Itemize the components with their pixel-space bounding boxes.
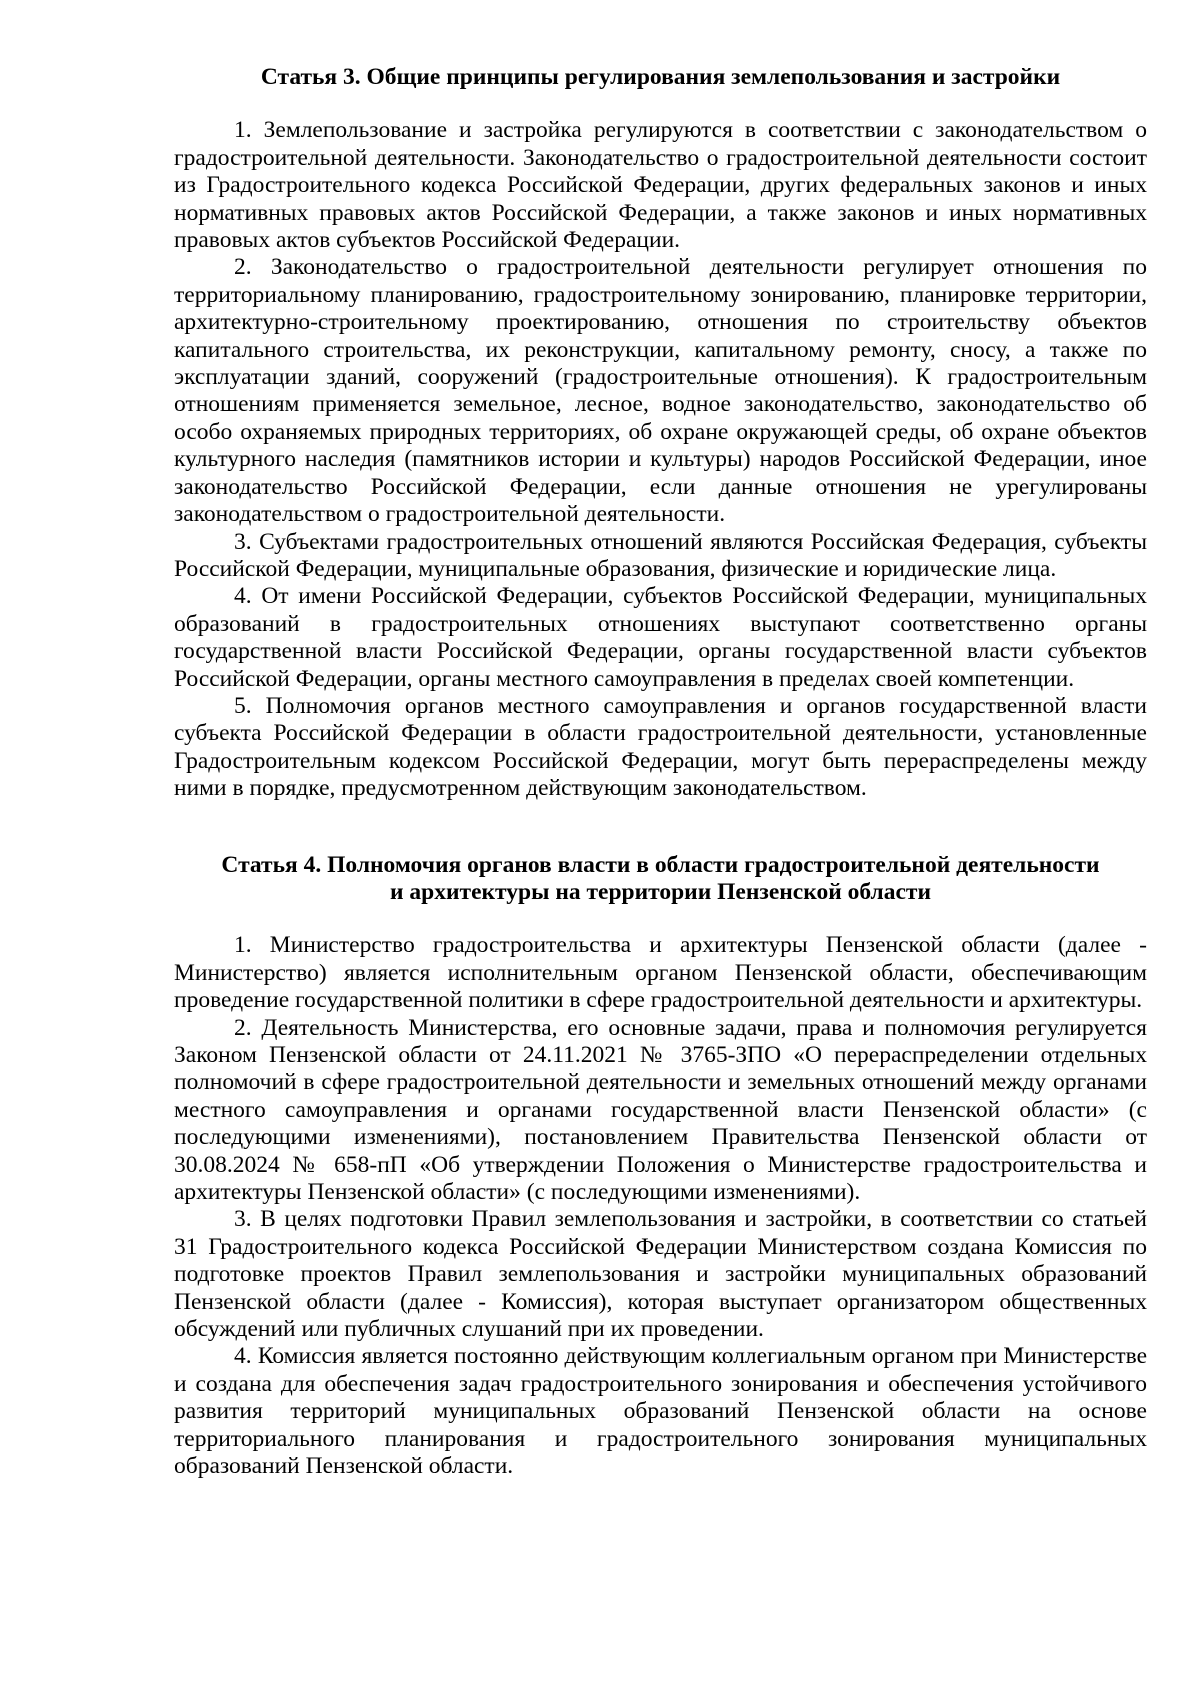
- article-3-paragraph-4: 4. От имени Российской Федерации, субъектов Российской Федерации, муниципальных образований в градостроительных отношениях выступают соответственно органы государственной власти Российской Федерации, органы государственной власти субъектов Российской Федерации, органы местного самоуправления в пределах своей компетенции.: [174, 583, 1147, 692]
- document-page: [174, 64, 1147, 1481]
- article-4-heading-line-2: и архитектуры на территории Пензенской области: [390, 878, 931, 905]
- article-4-paragraph-4: 4. Комиссия является постоянно действующим коллегиальным органом при Министерстве и создана для обеспечения задач градостроительного зонирования и обеспечения устойчивого развития территорий муниципальных образований Пензенской области на основе территориального планирования и градостроительного зонирования муниципальных образований Пензенской области.: [174, 1343, 1147, 1480]
- article-4-paragraph-1: 1. Министерство градостроительства и архитектуры Пензенской области (далее - Министерство) является исполнительным органом Пензенской области, обеспечивающим проведение государственной политики в сфере градостроительной деятельности и архитектуры.: [174, 932, 1147, 1014]
- article-3-paragraph-5: 5. Полномочия органов местного самоуправления и органов государственной власти субъекта Российской Федерации в области градостроительной деятельности, установленные Градостроительным кодексом Российской Федерации, могут быть перераспределены между ними в порядке, предусмотренном действующим законодательством.: [174, 692, 1147, 802]
- article-4-heading: [174, 852, 1147, 907]
- article-3-paragraph-1: 1. Землепользование и застройка регулируются в соответствии с законодательством о градостроительной деятельности. Законодательство о градостроительной деятельности состоит из Градостроительного кодекса Российской Федерации, других федеральных законов и иных нормативных правовых актов Российской Федерации, а также законов и иных нормативных правовых актов субъектов Российской Федерации.: [174, 117, 1147, 254]
- article-3-heading: Статья 3. Общие принципы регулирования землепользования и застройки: [260, 64, 1061, 90]
- article-4-paragraph-3: 3. В целях подготовки Правил землепользования и застройки, в соответствии со статьей 31 Градостроительного кодекса Российской Федерации Министерством создана Комиссия по подготовке проектов Правил землепользования и застройки муниципальных образований Пензенской области (далее - Комиссия), которая выступает организатором общественных обсуждений или публичных слушаний при их проведении.: [174, 1206, 1147, 1343]
- article-4-paragraph-2: 2. Деятельность Министерства, его основные задачи, права и полномочия регулируется Законом Пензенской области от 24.11.2021 № 3765-ЗПО «О перераспределении отдельных полномочий в сфере градостроительной деятельности и земельных отношений между органами местного самоуправления и органами государственной власти Пензенской области» (с последующими изменениями), постановлением Правительства Пензенской области от 30.08.2024 № 658-пП «Об утверждении Положения о Министерстве градостроительства и архитектуры Пензенской области» (с последующими изменениями).: [174, 1014, 1147, 1206]
- article-3-paragraph-2: 2. Законодательство о градостроительной деятельности регулирует отношения по территориальному планированию, градостроительному зонированию, планировке территории, архитектурно-строительному проектированию, отношения по строительству объектов капитального строительства, их реконструкции, капитальному ремонту, сносу, а также по эксплуатации зданий, сооружений (градостроительные отношения). К градостроительным отношениям применяется земельное, лесное, водное законодательство, законодательство об особо охраняемых природных территориях, об охране окружающей среды, об охране объектов культурного наследия (памятников истории и культуры) народов Российской Федерации, иное законодательство Российской Федерации, если данные отношения не урегулированы законодательством о градостроительной деятельности.: [174, 254, 1147, 528]
- article-3-paragraph-3: 3. Субъектами градостроительных отношений являются Российская Федерация, субъекты Российской Федерации, муниципальные образования, физические и юридические лица.: [174, 528, 1147, 582]
- article-4-heading-line-1: Статья 4. Полномочия органов власти в области градостроительной деятельности: [221, 851, 1100, 878]
